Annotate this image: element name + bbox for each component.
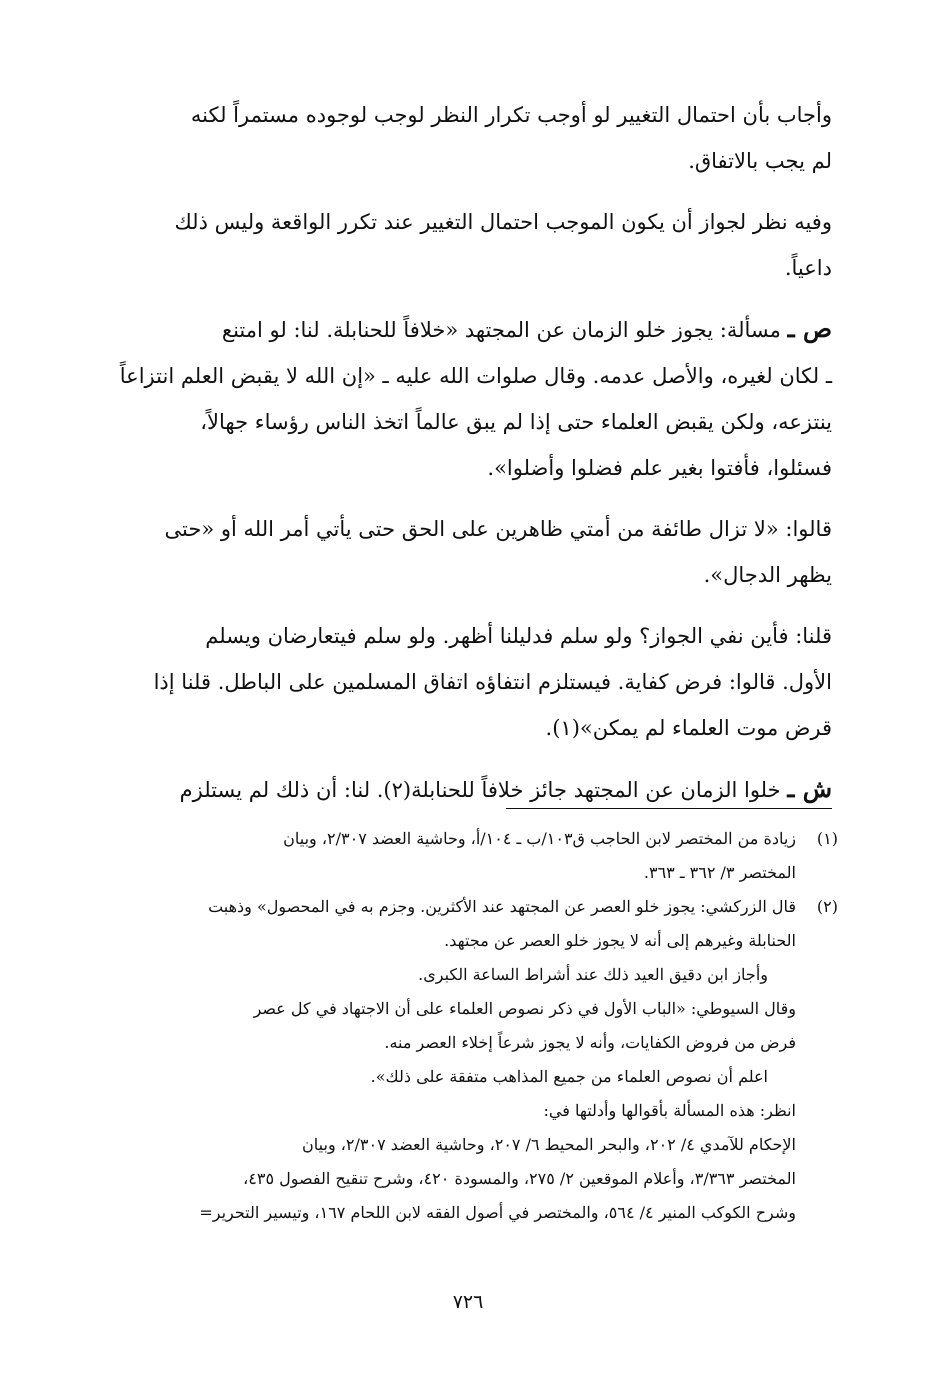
text-line: قالوا: «لا تزال طائفة من أمتي ظاهرين على الحق حتى يأتي أمر الله أو «حتى xyxy=(164,517,832,541)
footnote-line: المختصر ٣/٣٦٣، وأعلام الموقعين ٢/ ٢٧٥، والمسودة ٤٢٠، وشرح تنقيح الفصول ٤٣٥، xyxy=(243,1169,796,1188)
footnote-number: (٢) xyxy=(816,897,838,916)
footnote-2 xyxy=(48,890,838,1230)
paragraph-6 xyxy=(52,766,832,813)
footnote-number: (١) xyxy=(816,829,838,848)
footnote-line: اعلم أن نصوص العلماء من جميع المذاهب متفقة على ذلك». xyxy=(370,1067,768,1086)
section-marker-shin: ش ـ xyxy=(787,774,832,803)
paragraph-3 xyxy=(52,306,832,491)
footnote-line: زيادة من المختصر لابن الحاجب ق١٠٣/ب ـ ١٠٤/أ، وحاشية العضد ٢/٣٠٧، وبيان xyxy=(283,829,796,848)
main-text xyxy=(52,92,832,828)
footnote-line: انظر: هذه المسألة بأقوالها وأدلتها في: xyxy=(543,1101,796,1120)
footnote-line: الإحكام للآمدي ٤/ ٢٠٢، والبحر المحيط ٦/ ٢٠٧، وحاشية العضد ٢/٣٠٧، وبيان xyxy=(302,1135,796,1154)
footnote-line: قال الزركشي: يجوز خلو العصر عن المجتهد عند الأكثرين. وجزم به في المحصول» وذهبت xyxy=(208,897,796,916)
paragraph-1 xyxy=(52,92,832,184)
text-span: مسألة: يجوز خلو الزمان عن المجتهد «خلافاً للحنابلة. لنا: لو امتنع xyxy=(221,318,781,342)
text-line: وأجاب بأن احتمال التغيير لو أوجب تكرار النظر لوجب لوجوده مستمراً لكنه xyxy=(190,103,832,127)
text-line: ينتزعه، ولكن يقبض العلماء حتى إذا لم يبق عالماً اتخذ الناس رؤساء جهالاً، xyxy=(200,410,832,434)
footnote-line: وأجاز ابن دقيق العيد ذلك عند أشراط الساعة الكبرى. xyxy=(418,965,768,984)
paragraph-2 xyxy=(52,199,832,291)
text-line: لم يجب بالاتفاق. xyxy=(688,149,832,173)
text-line: ـ لكان لغيره، والأصل عدمه. وقال صلوات الله عليه ـ «إن الله لا يقبض العلم انتزاعاً xyxy=(119,364,832,388)
text-line: يظهر الدجال». xyxy=(703,563,832,587)
footnotes xyxy=(48,822,838,1230)
footnote-separator xyxy=(506,808,832,809)
text-line xyxy=(52,766,832,813)
section-marker-sad: ص ـ xyxy=(787,314,832,343)
footnote-line: فرض من فروض الكفايات، وأنه لا يجوز شرعاً إخلاء العصر منه. xyxy=(384,1033,796,1052)
page-number: ٧٢٦ xyxy=(452,1291,484,1313)
footnote-line: وشرح الكوكب المنير ٤/ ٥٦٤، والمختصر في أصول الفقه لابن اللحام ١٦٧، وتيسير التحرير= xyxy=(199,1203,796,1222)
paragraph-5 xyxy=(52,613,832,751)
footnote-line: المختصر ٣/ ٣٦٢ ـ ٣٦٣. xyxy=(643,863,796,882)
paragraph-4 xyxy=(52,506,832,598)
text-line: قلنا: فأين نفي الجواز؟ ولو سلم فدليلنا أظهر. ولو سلم فيتعارضان ويسلم xyxy=(205,624,832,648)
text-line: قرض موت العلماء لم يمكن»(١). xyxy=(545,716,832,740)
text-line xyxy=(52,306,832,353)
text-line: داعياً. xyxy=(784,256,832,280)
text-span: خلوا الزمان عن المجتهد جائز خلافاً للحنابلة(٢). لنا: أن ذلك لم يستلزم xyxy=(179,778,781,802)
text-line: فسئلوا، فأفتوا بغير علم فضلوا وأضلوا». xyxy=(487,456,832,480)
footnote-line: الحنابلة وغيرهم إلى أنه لا يجوز خلو العصر عن مجتهد. xyxy=(444,931,796,950)
text-line: وفيه نظر لجواز أن يكون الموجب احتمال التغيير عند تكرر الواقعة وليس ذلك xyxy=(174,210,832,234)
footnote-line: وقال السيوطي: «الباب الأول في ذكر نصوص العلماء على أن الاجتهاد في كل عصر xyxy=(253,999,796,1018)
footnote-1 xyxy=(48,822,838,890)
text-line: الأول. قالوا: فرض كفاية. فيستلزم انتفاؤه اتفاق المسلمين على الباطل. قلنا إذا xyxy=(153,670,832,694)
